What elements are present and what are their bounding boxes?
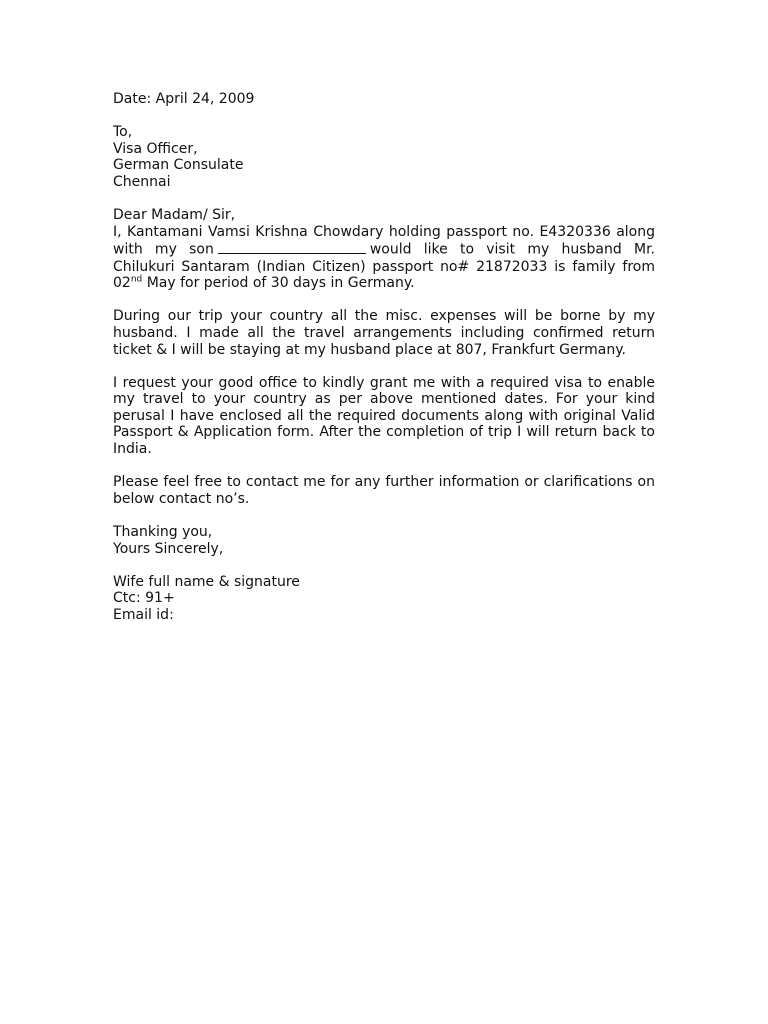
address-to: To, — [113, 124, 133, 141]
letter-body — [113, 91, 655, 624]
paragraph-introduction — [113, 224, 655, 292]
paragraph-request: I request your good office to kindly grant me with a required visa to enable my travel to your country as per above mentioned dates. For your kind perusal I have enclosed all the required documents along with original Valid Passport & Application form. After the completion of trip I will return back to India. — [113, 374, 655, 458]
closing-sincerely: Yours Sincerely, — [113, 540, 224, 557]
closing-thanks: Thanking you, — [113, 524, 213, 541]
salutation: Dear Madam/ Sir, — [113, 207, 236, 224]
intro-text-end: May for period of 30 days in Germany. — [142, 275, 415, 292]
recipient-city: Chennai — [113, 173, 171, 190]
recipient-organization: German Consulate — [113, 157, 244, 174]
signature-label: Wife full name & signature — [113, 573, 300, 590]
paragraph-expenses: During our trip your country all the misc. expenses will be borne by my husband. I made all the travel arrangements including confirmed return ticket & I will be staying at my husband place at 807, Frankfurt Germany. — [113, 308, 655, 358]
intro-text-start: I, Kantamani Vamsi Krishna Chowdary holding passport no. E4320336 along with my son — [113, 223, 655, 258]
intro-text-middle: would like to visit my husband Mr. Chilukuri Santaram (Indian Citizen) passport no# 21872033 is family from — [113, 241, 655, 275]
intro-day-suffix: nd — [130, 274, 143, 285]
recipient-title: Visa Officer, — [113, 140, 198, 157]
letter-date: Date: April 24, 2009 — [113, 91, 255, 107]
paragraph-contact: Please feel free to contact me for any further information or clarifications on below contact no’s. — [113, 474, 655, 507]
contact-email: Email id: — [113, 607, 174, 623]
contact-phone: Ctc: 91+ — [113, 590, 175, 607]
intro-day: 02 — [113, 275, 131, 292]
son-name-blank — [218, 240, 366, 254]
